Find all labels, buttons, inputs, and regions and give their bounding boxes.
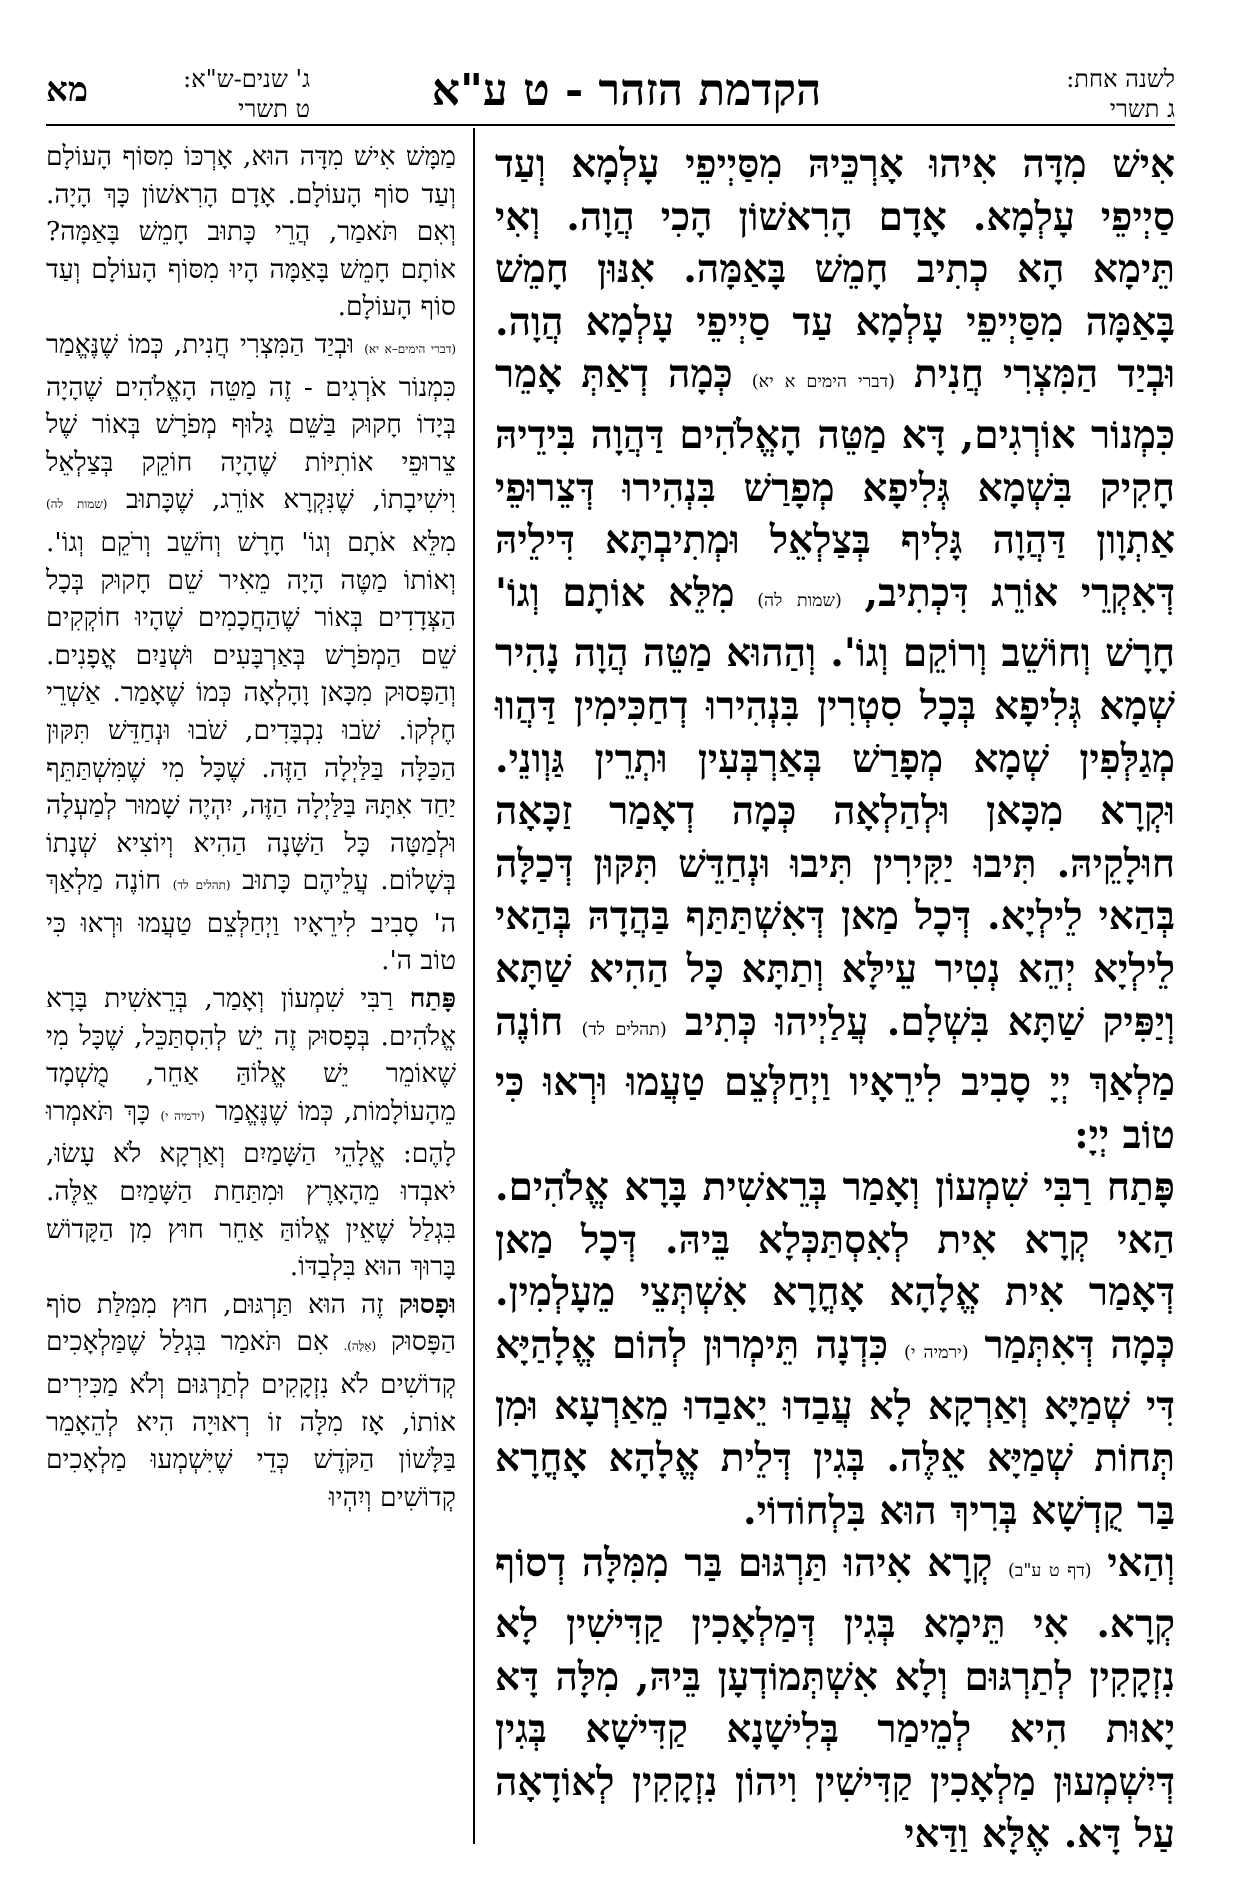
main-text: מִלֵּא אוֹתָם וְגוֹ' חָרָשׁ וְחוֹשֵׁב וְרוֹקֵם וְגוֹ'. וְהַהוּא מַטֵּה הֲוָה נָהִיר שְׁמָא גְּלִיפָא בְּכָל סִטְרִין בִּנְהִירוּ דְחַכִּימִין דַּהֲווּ מְגַלְּפִין שְׁמָא מְפָרַשׁ בְּאַרְבְּעִין וּתְרֵין גַּוְונֵי. וּקְרָא מִכָּאן וּלְהַלְאָה כְּמָה דְאָמַר זַכָּאָה חוּלָקֵיהּ. תִּיבוּ יַקִּירִין תִּיבוּ וּנְחַדֵּשׁ תִּקּוּן דְּכַלָּה בְּהַאי לֵילְיָא. דְּכָל מַאן דְּאִשְׁתַּתַּף בַּהֲדָהּ בְּהַאי לֵילְיָא יְהֵא נְטִיר עֵילָּא וְתַתָּא כָּל הַהִיא שַׁתָּא וְיַפִּיק שַׁתָּא בִּשְׁלָם. עֲלַיְיהוּ כְּתִיב [495, 569, 1175, 1045]
side-text: רַבִּי שִׁמְעוֹן וְאָמַר, בְּרֵאשִׁית בָּרָא אֱלֹהִים. בְּפָסוּק זֶה יֵשׁ לְהִסְתַּכֵּל, שֶׁכָּל מִי שֶׁאוֹמֵר יֵשׁ אֱלוֹהַּ אַחֵר, מֻשְׁמָד מֵהָעוֹלָמוֹת, כְּמוֹ שֶׁנֶּאֱמַר [46, 983, 456, 1127]
side-text: כָּךְ תֹּאמְרוּ לָהֶם: אֱלָהֵי הַשָּׁמַיִם וְאַרְקָא לֹא עָשׂוּ, יֹאבְדוּ מֵהָאָרֶץ וּמִתַּחַת הַשָּׁמַיִם אֵלֶּה. בִּגְלַל שֶׁאֵין אֱלוֹהַּ אַחֵר חוּץ מִן הַקָּדוֹשׁ בָּרוּךְ הוּא בִּלְבַדּוֹ. [46, 1095, 456, 1283]
folio-number: מא [46, 70, 88, 110]
main-paragraph [495, 138, 1175, 1161]
main-text: וְהַאי [1107, 1540, 1176, 1587]
main-text: חוֹנֶה מַלְאַךְ יְיָ סָבִיב לִירֵאָיו וַיְחַלְּצֵם טַעֲמוּ וּרְאוּ כִּי טוֹב יְיָ: [495, 998, 1175, 1158]
page-title: הקדמת הזהר - ט ע"א [431, 65, 822, 116]
side-paragraph [46, 980, 456, 1286]
source-ref: (דברי הימים–א יא) [364, 341, 456, 356]
side-text: מִלֵּא אֹתָם וְגוֹ' חָרָשׁ וְחֹשֵׁב וְרֹקֵם וְגוֹ'. וְאוֹתוֹ מַטֶּה הָיָה מֵאִיר שֵׁם חָקוּק בְּכָל הַצְּדָדִים בְּאוֹר שֶׁהַחֲכָמִים שֶׁהָיוּ חוֹקְקִים שֵׁם הַמְפֹרָשׁ בְּאַרְבָּעִים וּשְׁנַיִם אֳפָנִים. וְהַפָּסוּק מִכָּאן וָהָלְאָה כְּמוֹ שֶׁאָמַר. אַשְׁרֵי חֶלְקוֹ. שֹׁבוּ נִכְבָּדִים, שֹׁבוּ וּנְחַדֵּשׁ תִּקּוּן הַכַּלָּה בַּלַּיְלָה הַזֶּה. שֶׁכָּל מִי שֶׁמִּשְׁתַּתֵּף יַחַד אִתָּהּ בַּלַּיְלָה הַזֶּה, יִהְיֶה שָׁמוּר לְמַעְלָה וּלְמַטָּה כָּל הַשָּׁנָה הַהִיא וְיוֹצִיא שְׁנָתוֹ בְּשָׁלוֹם. עֲלֵיהֶם כָּתוּב [46, 526, 456, 897]
main-text: אִישׁ מִדָּה אִיהוּ אָרְכֵּיהּ מִסַּיְיפֵי עָלְמָא וְעַד סַיְיפֵי עָלְמָא. אָדָם הָרִאשׁוֹן הָכִי הֲוָה. וְאִי תֵּימָא הָא כְתִיב חָמֵשׁ בָּאַמָּה. אִנּוּן חָמֵשׁ בָּאַמָּה מִסַּיְיפֵי עָלְמָא עַד סַיְיפֵי עָלְמָא הֲוָה. [495, 141, 1175, 345]
lead-word: פָּתַח [409, 983, 456, 1015]
main-paragraph [495, 1537, 1175, 1861]
column-divider [473, 128, 475, 1844]
side-text: אִם תֹּאמַר בִּגְלַל שֶׁמַּלְאָכִים קְדוֹשִׁים לֹא נִזְקָקִים לְתַרְגּוּם וְלֹא מַכִּירִים אוֹתוֹ, אָז מִלָּה זוֹ רְאוּיָה הִיא לְהֵאָמֵר בַּלָּשׁוֹן הַקֹּדֶשׁ כְּדֵי שֶׁיִּשְׁמְעוּ מַלְאָכִים קְדוֹשִׁים וְיִהְיוּ [46, 1326, 456, 1513]
side-paragraph [46, 138, 456, 326]
source-ref: (תהלים לד) [581, 1019, 667, 1040]
source-ref: (שמות לה) [757, 590, 842, 611]
main-text: וּבְיַד הַמִּצְרִי חֲנִית [914, 351, 1176, 398]
source-ref: (תהלים לד) [172, 878, 231, 893]
header-left-line2: ט תשרי [238, 95, 310, 123]
lead-word: וּפָסוּק [398, 1288, 456, 1320]
main-text: כְּמָה דְאַתְּ אָמֵר כִּמְנוֹר אוֹרְגִים, דָּא מַטֵּה הָאֱלֹהִים דַּהֲוָה בִּידֵיהּ חָקִיק בִּשְׁמָא גְּלִיפָא מְפָרַשׁ בִּנְהִירוּ דְּצֵרוּפֵי אַתְוָון דַּהֲוָה גָּלִיף בְּצַלְאֵל וּמְתִיבְתָּא דִּילֵיהּ דְּאִקְרֵי אוֹרֵג דִּכְתִיב, [495, 351, 1176, 616]
translation-column [46, 138, 456, 1516]
side-text: חוֹנֶה מַלְאַךְ ה' סָבִיב לִירֵאָיו וַיְחַלְּצֵם טַעֲמוּ וּרְאוּ כִּי טוֹב ה'. [46, 865, 456, 977]
main-paragraph [495, 1161, 1175, 1537]
header-left [110, 64, 310, 124]
source-ref: (ירמיה י) [904, 1343, 969, 1364]
main-text: קְרָא אִיהוּ תַּרְגּוּם בַּר מִמִּלָּה דְסוֹף קְרָא. אִי תֵּימָא בְּגִין דְּמַלְאָכִין קַדִּישִׁין לָא נִזְקָקִין לְתַרְגּוּם וְלָא אִשְׁתְּמוֹדְעָן בֵּיהּ, מִלָּה דָּא יָאוּת הִיא לְמֵימַר בְּלִישָׁנָא קַדִּישָׁא בְּגִין דְּיִשְׁמְעוּן מַלְאָכִין קַדִּישִׁין וִיהוֹן נִזְקָקִין לְאוֹדָאָה עַל דָּא. אֶלָּא וַדַּאי [495, 1540, 1175, 1858]
side-text: וּבְיַד הַמִּצְרִי חֲנִית, כְּמוֹ שֶׁנֶּאֱמַר כִּמְנוֹר אֹרְגִים - זֶה מַטֵּה הָאֱלֹהִים שֶׁהָיָה בְּיָדוֹ חָקוּק בַּשֵּׁם גָּלוּף מְפֹרָשׁ בְּאוֹר שֶׁל צֵרוּפֵי אוֹתִיּוֹת שֶׁהָיָה חוֹקֵק בְּצַלְאֵל וִישִׁיבָתוֹ, שֶׁנִּקְרָא אוֹרֵג, שֶׁכָּתוּב [46, 328, 456, 516]
main-column [495, 138, 1175, 1861]
main-text: כִּדְנָה תֵּימְרוּן לְהוֹם אֱלָהַיָּא דִּי שְׁמַיָּא וְאַרְקָא לָא עֲבַדוּ יֵאבַדוּ מֵאַרְעָא וּמִן תְּחוֹת שְׁמַיָּא אֵלֶּה. בְּגִין דְּלֵית אֱלָהָא אָחֳרָא בַּר קֻדְשָׁא בְּרִיךְ הוּא בִּלְחוֹדוֹי. [495, 1322, 1175, 1534]
main-text: פָּתַח רַבִּי שִׁמְעוֹן וְאָמַר בְּרֵאשִׁית בָּרָא אֱלֹהִים. הַאי קְרָא אִית לְאִסְתַּכְּלָא בֵּיהּ. דְּכָל מַאן דְּאָמַר אִית אֱלָהָא אָחֳרָא אִשְׁתְּצֵי מֵעָלְמִין. כְּמָה דְּאִתְּמַר [495, 1164, 1175, 1369]
header-right-line2: ג תשרי [1109, 95, 1175, 123]
side-text: זֶה הוּא תַּרְגּוּם, חוּץ מִמִּלַּת סוֹף הַפָּסוּק [46, 1288, 456, 1358]
source-ref: (ירמיה י) [160, 1108, 205, 1123]
source-ref: (דברי הימים א יא) [751, 372, 895, 393]
side-paragraph [46, 326, 456, 980]
source-ref: (שמות לה) [46, 497, 108, 512]
side-paragraph [46, 1286, 456, 1517]
source-ref: (דף ט ע"ב) [1008, 1561, 1092, 1582]
side-text: מַמָּשׁ אִישׁ מִדָּה הוּא, אָרְכּוֹ מִסּוֹף הָעוֹלָם וְעַד סוֹף הָעוֹלָם. אָדָם הָרִאשׁוֹן כָּךְ הָיָה. וְאִם תֹּאמַר, הֲרֵי כָּתוּב חָמֵשׁ בָּאַמָּה? אוֹתָם חָמֵשׁ בָּאַמָּה הָיוּ מִסּוֹף הָעוֹלָם וְעַד סוֹף הָעוֹלָם. [46, 141, 456, 323]
source-ref: (אֵלֶּה). [343, 1339, 377, 1354]
header-left-line1: ג' שנים-ש"א: [183, 65, 310, 93]
header-rule [46, 124, 1175, 126]
header-right-line1: לשנה אחת: [1066, 65, 1175, 93]
